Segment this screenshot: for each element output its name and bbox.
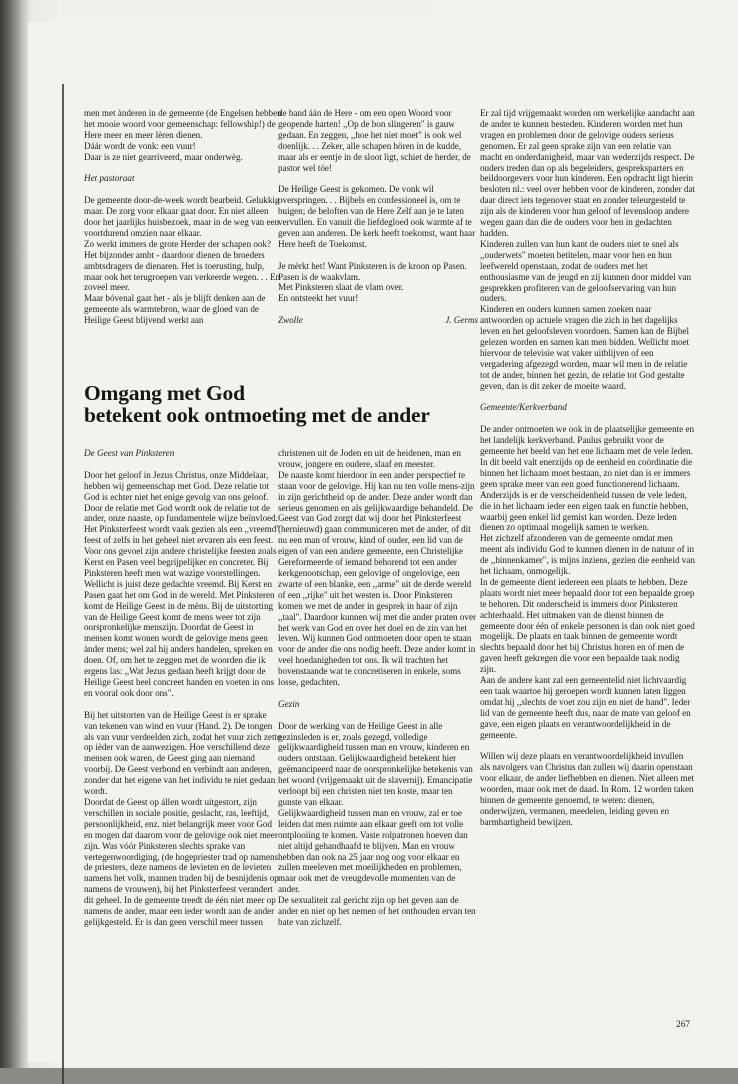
signature-line	[278, 315, 478, 326]
binding-gutter-line	[62, 84, 64, 1084]
paragraph: Pasen is de waakvlam.	[278, 271, 361, 282]
paragraph: men met ànderen in de gemeente (de Engelsen hebben het mooie woord voor gemeenschap: fellowship!) de Here meer en meer lèren dienen.	[84, 108, 282, 140]
paragraph: Kinderen en ouders kunnen samen zoeken naar antwoorden op actuele vragen die zich in het dagelijks leven en het geloofsleven voordoen. Samen kan de Bijbel gelezen worden en samen kan men bidden. Wellicht moet hiervoor de televisie wat vaker uitblijven of een vergadering afgezegd worden, maar wil men in de relatie tot de ander, binnen het gezin, de relatie tot God gestalte geven, dan is dit zeker de moeite waard.	[480, 304, 690, 391]
section-title-gemeente: Gemeente/Kerkverband	[480, 402, 567, 413]
paragraph: Doordat de Geest op állen wordt uitgestort, zijn verschillen in sociale positie, geslacht, ras, leeftijd, persoonlijkheid, enz. niet belangrijk meer voor God en mogen dat daarom voor de gelovige ook niet meer zijn. Was vóór Pinksteren slechts sprake van vertegenwoordiging, (de hogepriester trad op namens de priesters, deze namens de levieten en de levieten namens het volk, mannen traden bij de besnijdenis op namens de vrouwen), bij het Pinksterfeest verandert dit geheel. In de gemeente treedt de één niet meer op namens de ander, maar een ieder wordt aan de ander gelijkgesteld. Er is dan geen verschil meer tussen	[84, 796, 279, 927]
paragraph: De sexualiteit zal gericht zijn op het geven aan de ander en niet op het nemen of het onthouden ervan ten bate van zichzelf.	[278, 895, 476, 927]
magazine-page	[28, 22, 720, 1062]
paragraph: Gelijkwaardigheid tussen man en vrouw, zal er toe leiden dat men ruimte aan elkaar geeft om tot volle ontplooiing te komen. Vaste rolpatronen hoeven dan niet altijd gehandhaafd te blijven. Man en vrouw hebben dan ook na 25 jaar nog oog voor elkaar en zullen meeleven met moeilijkheden en problemen, maar ook met de vreugdevolle momenten van de ander.	[278, 807, 468, 895]
paragraph: Zo werkt immers de grote Herder der schapen ook?	[84, 238, 272, 249]
column-2-bottom	[278, 448, 478, 928]
column-2-top	[278, 108, 478, 326]
section-title-pastoraat: Het pastoraat	[84, 173, 135, 184]
paragraph: Het bijzonder ambt - daardoor dienen de broeders ambtsdragers de dienaren. Het is toerusting, hulp, maar ook het terugroepen van verkeerde wegen. . . En zoveel meer.	[84, 249, 281, 293]
paragraph: De gemeente door-de-week wordt bearbeid. Gelukkig maar. De zorg voor elkaar gaat door. En niet alleen door het jaarlijks huisbezoek, maar in de weg van een voortdurend omzien naar elkaar.	[84, 195, 280, 238]
column-1-top	[84, 108, 282, 326]
paragraph: In de gemeente dient iedereen een plaats te hebben. Deze plaats wordt niet meer bepaald door tot een bepaalde groep te behoren. Dit onderscheid is immers door Pinksteren achterhaald. Het uitmaken van de dienst binnen de gemeente door één of enkele personen is dan ook niet goed mogelijk. De plaats en taak binnen de gemeente wordt slechts bepaald door het bij Christus horen en of men de gaven heeft gekregen die voor een bepaalde taak nodig zijn.	[480, 576, 695, 675]
column-1-bottom	[84, 448, 282, 928]
paragraph: De ander ontmoeten we ook in de plaatselijke gemeente en het landelijk kerkverband. Paulus gebruikt voor de gemeente het beeld van het ene lichaam met de vele leden. In dit beeld valt enerzijds op de eenheid en coördinatie die binnen het lichaam moet bestaan, zo niet dan is er immers geen sprake meer van een goed functionerend lichaam. Anderzijds is er de verscheidenheid tussen de vele leden, die in het lichaam ieder een eigen taak en functie hebben, waarbij geen enkel lid gemist kan worden. Deze leden dienen zo optimaal mogelijk samen te werken.	[480, 424, 694, 533]
section-title-geest: De Geest van Pinksteren	[84, 448, 175, 458]
paragraph: En ontsteekt het vuur!	[278, 293, 359, 304]
headline-line-2: betekent ook ontmoeting met de ander	[84, 403, 430, 427]
article-headline	[84, 382, 484, 426]
paragraph: Willen wij deze plaats en verantwoordelijkheid invullen als navolgers van Christus dan zullen wij daarin openstaan voor elkaar, de ander liefhebben en dienen. Niet alleen met woorden, maar ook met de daad. In Rom. 12 worden taken binnen de gemeente genoemd, te weten: dienen, onderwijzen, vermanen, meedelen, leiding geven en barmhartigheid bewijzen.	[480, 751, 695, 827]
section-title-gezin: Gezin	[278, 698, 300, 709]
paragraph: christenen uit de Joden en uit de heidenen, man en vrouw, jongere en oudere, slaaf en meester.	[278, 448, 461, 469]
paragraph: Dáár wordt de vonk: een vuur!	[84, 140, 196, 151]
paragraph: De naaste komt hierdoor in een ander perspectief te staan voor de gelovige. Hij kan nu ten volle mens-zijn in zijn gerichtheid op de ander. Deze ander wordt dan serieus genomen en als gelijkwaardige behandeld. De Geest van God zorgt dat wij door het Pinksterfeest (hernieuwd) gaan communiceren met de ander, of dit nu een man of vrouw, kind of ouder, een lid van de eigen of van een andere gemeente, een Christelijke Gereformeerde of iemand behorend tot een ander kerkgenootschap, een gelovige of ongelovige, een zwarte of een blanke, een ,,arme" uit de derde wereld of een ,,rijke" uit het westen is. Door Pinksteren komen we met de ander in gesprek in haar of zijn ,,taal". Daardoor kunnen wij met die ander praten over het werk van God en over het doel en de zin van het leven. Wij kunnen God ontmoeten door open te staan voor de ander die ons nodig heeft. Deze ander komt in veel hoedanigheden tot ons. Ik wil trachten het bovenstaande wat te concretiseren in enkele, soms losse, gedachten.	[278, 469, 476, 688]
paragraph: Door het geloof in Jezus Christus, onze Middelaar, hebben wij gemeenschap met God. Deze relatie tot God is echter niet het enige gevolg van ons geloof. Door de relatie met God wordt ook de relatie tot de ander, onze naaste, op fundamentele wijze beïnvloed.	[84, 469, 278, 524]
paragraph: Het zichzelf afzonderen van de gemeente omdat men meent als individu God te kunnen dienen in de natuur of in de ,,binnenkamer", is mijns inziens, gezien die eenheid van het lichaam, onmogelijk.	[480, 533, 695, 577]
paragraph: de band áán de Here - om een open Woord voor geopende harten! ,,Op de bon slingeren" is gauw gedaan. En zeggen, ,,hoe het niet moet" is ook wel doenlijk. . . Zeker, alle schapen hören in de kudde, maar als er eentje in de sloot ligt, schiet de herder, de pastor wel tóe!	[278, 108, 471, 173]
page-number: 267	[676, 1020, 691, 1030]
headline-line-1: Omgang met God	[84, 381, 245, 405]
paragraph: Het Pinksterfeest wordt vaak gezien als een ,,vreemd" feest of zelfs in het geheel niet ervaren als een feest. Voor ons gevoel zijn andere christelijke feesten zoals Kerst en Pasen veel begrijpelijker en concreter. Bij Pinksteren heeft men wat wazige voorstellingen. Wellicht is juist deze gedachte vreemd. Bij Kerst en Pasen gaat het om God in de wereld. Met Pinksteren komt de Heilige Geest in de mèns. Bij de uitstorting van de Heilige Geest komt de mens weer tot zijn oorspronkelijke menszijn. Doordat de Geest in mensen komt wonen wordt de gelovige mens geen ànder mens; wel zal hij anders handelen, spreken en doen. Of, om het te zeggen met de woorden die ik ergens las: ,,Wat Jezus gedaan heeft krijgt door de Heilige Geest heel concreet handen en voeten in ons en vooral ook door ons".	[84, 524, 280, 698]
paragraph: De Heilige Geest is gekomen. De vonk wil overspringen. . . Bijbels en confessioneel is, om te buigen; de beloften van de Here Zelf aan je te laten vervullen. En vanuit die liefdegloed ook warmte af te geven aan anderen. De kerk heeft toekomst, want haar Here heeft de Toekomst.	[278, 184, 476, 249]
paragraph: Je mèrkt het! Want Pinksteren is de kroon op Pasen.	[278, 260, 467, 271]
paragraph: Er zal tijd vrijgemaakt worden om werkelijke aandacht aan de ander te kunnen besteden. Kinderen worden met hun vragen en problemen door de gelovige ouders serieus genomen. Er zal geen sprake zijn van een relatie van macht en onderdanigheid, maar van wederzijds respect. De ouders treden dan op als begeleiders, gespreksparters en beildoorgevers voor hun kinderen. Een opdracht ligt hierin besloten nl.: veel over hebben voor de kinderen, zonder dat daar direct iets tegenover staat en zonder teleurgesteld te zijn als de kinderen voor hun geloof of levensloop andere wegen gaan dan die de ouders voor hen in gedachten hadden.	[480, 108, 695, 238]
paragraph: Kinderen zullen van hun kant de ouders niet te snel als ,,ouderwets" moeten betitelen, maar voor hen en hun leefwereld openstaan, zodat de ouders met het enthousiasme van de jeugd en zij kunnen door middel van gesprekken profiteren van de geloofservaring van hun ouders.	[480, 238, 692, 304]
paragraph: Daar is ze niet gearriveerd, maar onderwèg.	[84, 151, 243, 162]
paragraph: Aan de andere kant zal een gemeentelid niet lichtvaardig een taak waartoe hij geroepen wordt kunnen laten liggen omdat hij ,,slechts de voet zou zijn en niet de hand". Ieder lid van de gemeente heeft dus, naar de mate van geloof en gave, een eigen plaats en verantwoordelijkheid in de gemeente.	[480, 675, 691, 740]
paragraph: Met Pinksteren slaat de vlam over.	[278, 282, 404, 293]
paragraph: Door de werking van de Heilige Geest in alle gezinsleden is er, zoals gezegd, volledige gelijkwaardigheid tussen man en vrouw, kinderen en ouders ontstaan. Gelijkwaardigheid betekent hier geëmancipeerd naar de oorspronkelijke betekenis van het woord (vrijgemaakt uit de slavernij). Emancipatie verloopt bij een christen niet ten koste, maar ten gunste van elkaar.	[278, 720, 473, 807]
signature-place: Zwolle	[278, 315, 303, 326]
paragraph: Bij het uitstorten van de Heilige Geest is er sprake van tekenen van wind en vuur (Hand. 2). De tongen als van vuur verdeelden zich, zodat het vuur zich zette op ièder van de aanwezigen. Hoe verschillend deze mensen ook waren, de Geest ging aan niemand voorbij. De Geest verbond en verbindt aan anderen, zonder dat het eigene van het individu te niet gedaan wordt.	[84, 709, 282, 797]
signature-author: J. Germs	[445, 315, 478, 326]
paragraph: Maar bóvenal gaat het - als je blijft denken aan de gemeente als warmtebron, waar de gloed van de Heilige Geest blijvend werkt aan	[84, 293, 266, 326]
column-3	[480, 108, 695, 828]
